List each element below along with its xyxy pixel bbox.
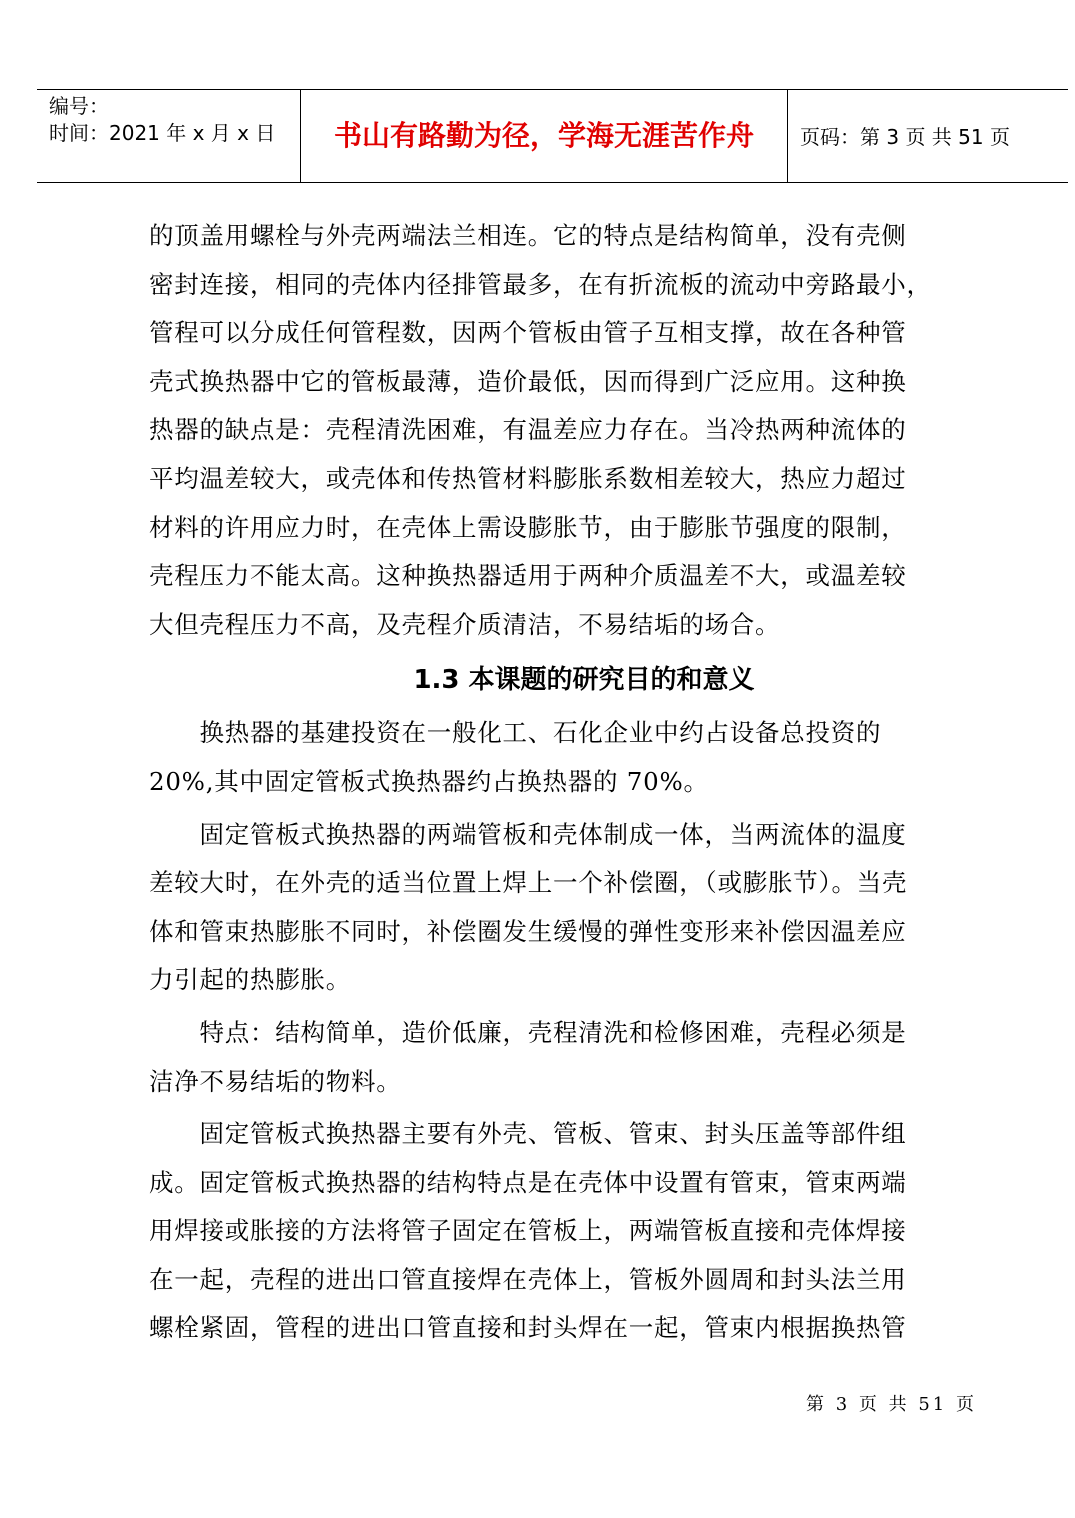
text-line: 在一起，壳程的进出口管直接焊在壳体上，管板外圆周和封头法兰用 [149, 1264, 907, 1294]
header-page-cell [788, 90, 1068, 182]
header-info-cell [37, 90, 301, 182]
text-line: 差较大时，在外壳的适当位置上焊上一个补偿圈，（或膨胀节）。当壳 [149, 868, 908, 898]
text-line: 20%,其中固定管板式换热器约占换热器的 70%。 [149, 766, 709, 796]
page-header [37, 89, 1068, 183]
text-line: 换热器的基建投资在一般化工、石化企业中约占设备总投资的 [149, 718, 882, 748]
text-line: 的顶盖用螺栓与外壳两端法兰相连。它的特点是结构简单，没有壳侧 [149, 221, 907, 250]
header-motto: 书山有路勤为径，学海无涯苦作舟 [333, 119, 754, 152]
document-number-label: 编号： [49, 94, 109, 118]
paragraph-4 [149, 1009, 979, 1106]
text-line: 螺栓紧固，管程的进出口管直接和封头焊在一起，管束内根据换热管 [149, 1313, 907, 1343]
text-line: 力引起的热膨胀。 [149, 965, 351, 995]
document-time-label: 时间：2021 年 x 月 x 日 [49, 121, 276, 145]
text-line: 特点：结构简单，造价低廉，壳程清洗和检修困难，壳程必须是 [149, 1017, 907, 1047]
text-line: 管程可以分成任何管程数，因两个管板由管子互相支撑，故在各种管 [149, 318, 907, 348]
page-footer: 第 3 页 共 51 页 [806, 1394, 977, 1415]
paragraph-2 [149, 709, 979, 806]
text-line: 密封连接，相同的壳体内径排管最多，在有折流板的流动中旁路最小， [149, 269, 932, 299]
document-body [149, 212, 979, 1353]
text-line: 壳式换热器中它的管板最薄，造价最低，因而得到广泛应用。这种换 [149, 366, 907, 396]
text-line: 固定管板式换热器主要有外壳、管板、管束、封头压盖等部件组 [149, 1119, 907, 1149]
text-line: 成。固定管板式换热器的结构特点是在壳体中设置有管束，管束两端 [149, 1167, 907, 1197]
text-line: 洁净不易结垢的物料。 [149, 1066, 402, 1096]
header-motto-cell [301, 90, 788, 182]
paragraph-3 [149, 811, 979, 1005]
text-line: 热器的缺点是：壳程清洗困难，有温差应力存在。当冷热两种流体的 [149, 415, 907, 445]
text-line: 体和管束热膨胀不同时，补偿圈发生缓慢的弹性变形来补偿因温差应 [149, 916, 907, 946]
text-line: 材料的许用应力时，在壳体上需设膨胀节，由于膨胀节强度的限制， [149, 512, 907, 542]
paragraph-1 [149, 212, 979, 649]
text-line: 壳程压力不能太高。这种换热器适用于两种介质温差不大，或温差较 [149, 561, 907, 591]
section-heading: 1.3 本课题的研究目的和意义 [413, 665, 755, 696]
text-line: 固定管板式换热器的两端管板和壳体制成一体，当两流体的温度 [149, 819, 907, 849]
text-line: 平均温差较大，或壳体和传热管材料膨胀系数相差较大，热应力超过 [149, 463, 907, 493]
text-line: 大但壳程压力不高，及壳程介质清洁，不易结垢的场合。 [149, 609, 781, 639]
header-page-code: 页码：第 3 页 共 51 页 [800, 125, 1010, 149]
paragraph-5 [149, 1110, 979, 1353]
text-line: 用焊接或胀接的方法将管子固定在管板上，两端管板直接和壳体焊接 [149, 1216, 907, 1246]
